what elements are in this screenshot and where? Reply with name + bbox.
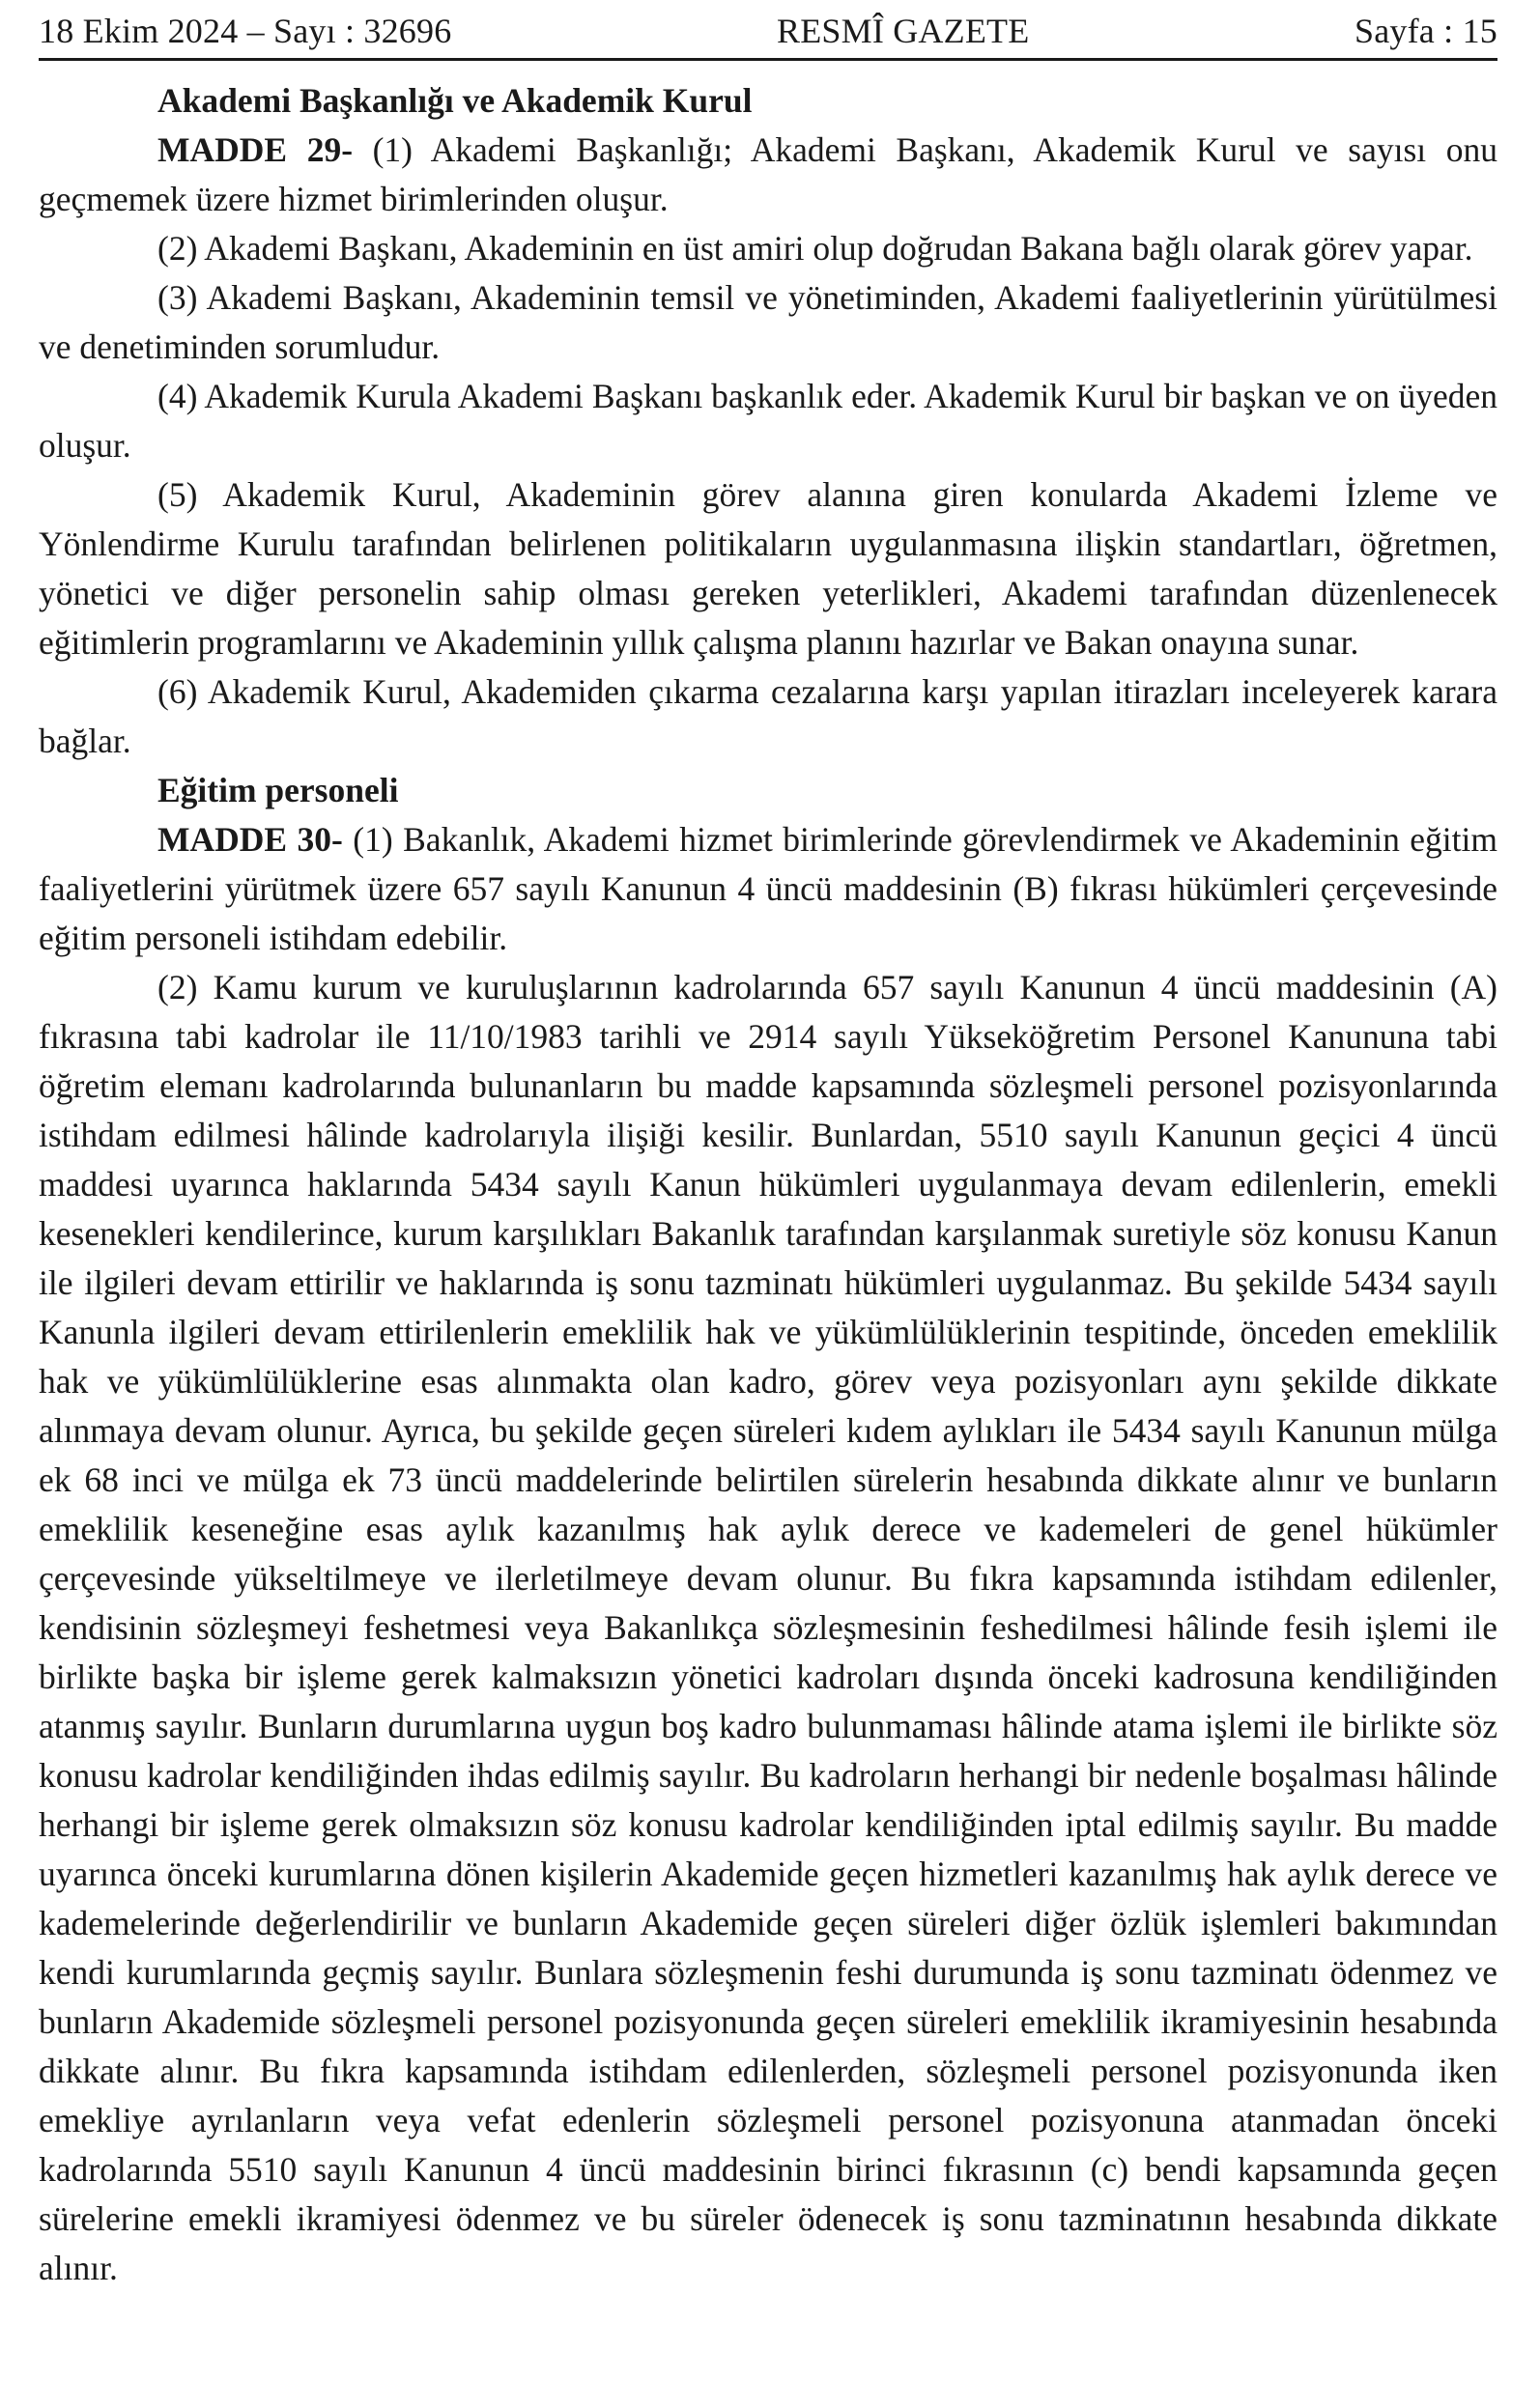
article-29-p1-text: (1) Akademi Başkanlığı; Akademi Başkanı, Akademik Kurul ve sayısı onu geçmemek üzere hizmet birimlerinden oluşur.	[39, 130, 1497, 218]
header-date-issue: 18 Ekim 2024 – Sayı : 32696	[39, 12, 452, 50]
article-29-paragraph-1	[39, 126, 1497, 224]
article-30-paragraph-2: (2) Kamu kurum ve kuruluşlarının kadrolarında 657 sayılı Kanunun 4 üncü maddesinin (A) fıkrasına tabi kadrolar ile 11/10/1983 tarihli ve 2914 sayılı Yükseköğretim Personel Kanununa tabi öğretim elemanı kadrolarında bulunanların bu madde kapsamında sözleşmeli personel pozisyonlarında istihdam edilmesi hâlinde kadrolarıyla ilişiği kesilir. Bunlardan, 5510 sayılı Kanunun geçici 4 üncü maddesi uyarınca haklarında 5434 sayılı Kanun hükümleri uygulanmaya devam edilenlerin, emekli kesenekleri kendilerince, kurum karşılıkları Bakanlık tarafından karşılanmak suretiyle söz konusu Kanun ile ilgileri devam ettirilir ve haklarında iş sonu tazminatı hükümleri uygulanmaz. Bu şekilde 5434 sayılı Kanunla ilgileri devam ettirilenlerin emeklilik hak ve yükümlülüklerinin tespitinde, önceden emeklilik hak ve yükümlülüklerine esas alınmakta olan kadro, görev veya pozisyonları aynı şekilde dikkate alınmaya devam olunur. Ayrıca, bu şekilde geçen süreleri kıdem aylıkları ile 5434 sayılı Kanunun mülga ek 68 inci ve mülga ek 73 üncü maddelerinde belirtilen sürelerin hesabında dikkate alınır ve bunların emeklilik keseneğine esas aylık kazanılmış hak aylık derece ve kademeleri de genel hükümler çerçevesinde yükseltilmeye ve ilerletilmeye devam olunur. Bu fıkra kapsamında istihdam edilenler, kendisinin sözleşmeyi feshetmesi veya Bakanlıkça sözleşmesinin feshedilmesi hâlinde fesih işlemi ile birlikte başka bir işleme gerek kalmaksızın yönetici kadroları dışında önceki kadrosuna kendiliğinden atanmış sayılır. Bunların durumlarına uygun boş kadro bulunmaması hâlinde atama işlemi ile birlikte söz konusu kadrolar kendiliğinden ihdas edilmiş sayılır. Bu kadroların herhangi bir nedenle boşalması hâlinde herhangi bir işleme gerek olmaksızın söz konusu kadrolar kendiliğinden iptal edilmiş sayılır. Bu madde uyarınca önceki kurumlarına dönen kişilerin Akademide geçen hizmetleri kazanılmış hak aylık derece ve kademelerinde değerlendirilir ve bunların Akademide geçen süreleri diğer özlük işlemleri bakımından kendi kurumlarında geçmiş sayılır. Bunlara sözleşmenin feshi durumunda iş sonu tazminatı ödenmez ve bunların Akademide sözleşmeli personel pozisyonunda geçen süreleri emeklilik ikramiyesinin hesabında dikkate alınır. Bu fıkra kapsamında istihdam edilenlerden, sözleşmeli personel pozisyonunda iken emekliye ayrılanların veya vefat edenlerin sözleşmeli personel pozisyonuna atanmadan önceki kadrolarında 5510 sayılı Kanunun 4 üncü maddesinin birinci fıkrasının (c) bendi kapsamında geçen sürelerine emekli ikramiyesi ödenmez ve bu süreler ödenecek iş sonu tazminatının hesabında dikkate alınır.	[39, 968, 1497, 2287]
section-heading-education-personnel: Eğitim personeli	[157, 771, 399, 809]
article-29-paragraph-3: (3) Akademi Başkanı, Akademinin temsil ve yönetiminden, Akademi faaliyetlerinin yürütülmesi ve denetiminden sorumludur.	[39, 278, 1497, 366]
article-29-paragraph-2: (2) Akademi Başkanı, Akademinin en üst amiri olup doğrudan Bakana bağlı olarak görev yapar.	[157, 229, 1473, 268]
section-heading-academy-presidency: Akademi Başkanlığı ve Akademik Kurul	[157, 81, 753, 120]
header-publication-title: RESMÎ GAZETE	[777, 12, 1030, 50]
article-30-label: MADDE 30-	[157, 820, 343, 859]
article-29-paragraph-4: (4) Akademik Kurula Akademi Başkanı başkanlık eder. Akademik Kurul bir başkan ve on üyeden oluşur.	[39, 377, 1497, 465]
page-content	[39, 76, 1497, 2293]
header-page-number: Sayfa : 15	[1355, 12, 1497, 50]
gazette-page	[39, 10, 1497, 2293]
article-30-paragraph-1	[39, 815, 1497, 963]
article-29-paragraph-6: (6) Akademik Kurul, Akademiden çıkarma cezalarına karşı yapılan itirazları inceleyerek karara bağlar.	[39, 672, 1497, 760]
article-30-p1-text: (1) Bakanlık, Akademi hizmet birimlerinde görevlendirmek ve Akademinin eğitim faaliyetlerini yürütmek üzere 657 sayılı Kanunun 4 üncü maddesinin (B) fıkrası hükümleri çerçevesinde eğitim personeli istihdam edebilir.	[39, 820, 1497, 957]
article-29-label: MADDE 29-	[157, 130, 354, 169]
article-29-paragraph-5: (5) Akademik Kurul, Akademinin görev alanına giren konularda Akademi İzleme ve Yönlendirme Kurulu tarafından belirlenen politikaların uygulanmasına ilişkin standartları, öğretmen, yönetici ve diğer personelin sahip olması gereken yeterlikleri, Akademi tarafından düzenlenecek eğitimlerin programlarını ve Akademinin yıllık çalışma planını hazırlar ve Bakan onayına sunar.	[39, 475, 1497, 662]
page-header	[39, 10, 1497, 61]
